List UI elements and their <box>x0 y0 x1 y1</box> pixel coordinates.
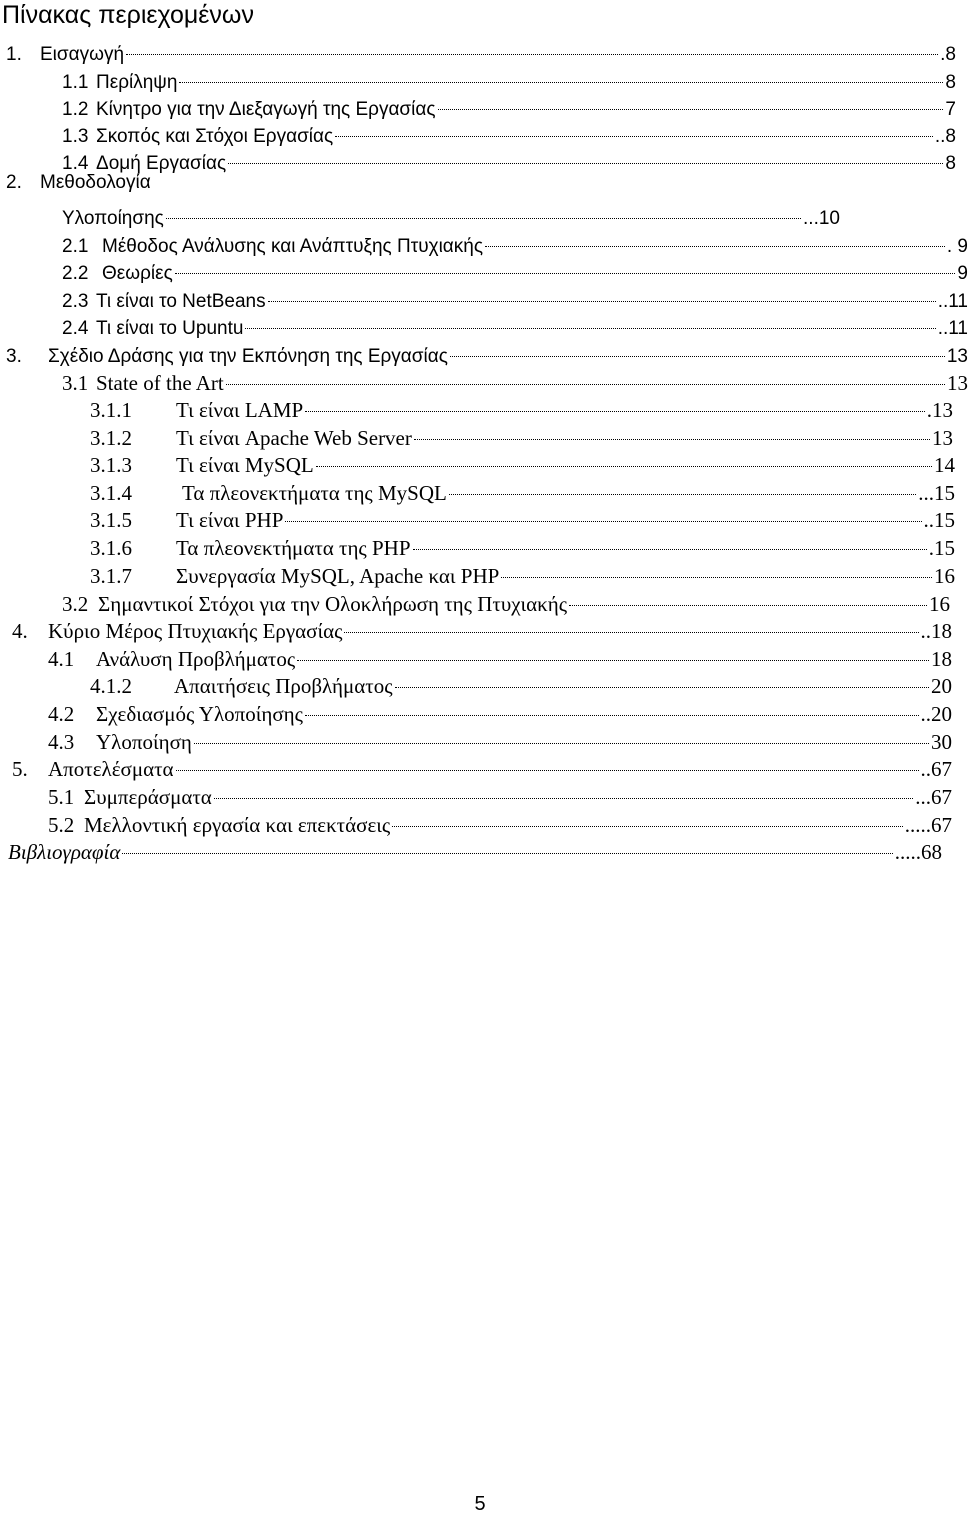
page-number: 5 <box>474 1493 486 1515</box>
dot-leader <box>268 281 936 307</box>
dot-leader <box>194 723 929 749</box>
toc-entry-number: 1.4 <box>62 153 89 174</box>
toc-entry-number: 4. <box>12 619 28 643</box>
dot-leader <box>214 778 913 804</box>
toc-entry-number: 1. <box>6 44 22 65</box>
toc-entry-page: 13 <box>947 371 968 395</box>
toc-entry[interactable] <box>90 557 955 588</box>
toc-entry-number: 5. <box>12 757 28 781</box>
toc-entry[interactable] <box>90 529 955 560</box>
toc-entry[interactable] <box>62 198 840 229</box>
dot-leader <box>305 391 925 417</box>
toc-entry-number: 3.1 <box>62 371 89 395</box>
dot-leader <box>449 474 916 500</box>
toc-entry-number: 3.1.7 <box>90 564 132 588</box>
toc-entry-label: Ανάλυση Προβλήματος <box>96 647 296 671</box>
toc-entry-page: ..11 <box>937 318 968 339</box>
dot-leader <box>414 419 930 445</box>
toc-entry-number: 3.1.3 <box>90 453 132 477</box>
toc-entry[interactable] <box>6 170 306 196</box>
toc-entry[interactable] <box>62 89 956 120</box>
toc-entry[interactable] <box>48 806 952 837</box>
toc-entry-label: Τι είναι LAMP <box>176 398 304 422</box>
toc-entry-page: ..8 <box>934 126 956 147</box>
dot-leader <box>285 501 921 527</box>
toc-entry-label: Κίνητρο για την Διεξαγωγή της Εργασίας <box>96 99 436 120</box>
toc-entry[interactable] <box>62 308 968 339</box>
toc-entry-label: Σχεδιασμός Υλοποίησης <box>96 702 303 726</box>
dot-leader <box>485 226 945 252</box>
toc-entry[interactable] <box>62 226 968 257</box>
page-title: Πίνακας περιεχομένων <box>2 1 254 29</box>
toc-entry-page: 16 <box>929 592 950 616</box>
toc-entry-page: .....68 <box>894 840 942 864</box>
toc-entry[interactable] <box>48 723 952 754</box>
toc-entry-number: 2. <box>6 172 22 193</box>
toc-entry-number: 4.3 <box>48 730 75 754</box>
toc-entry-number: 3.1.1 <box>90 398 132 422</box>
dot-leader <box>226 364 945 390</box>
dot-leader <box>228 143 943 169</box>
toc-entry-page: 9 <box>957 263 968 284</box>
toc-entry-page: .13 <box>926 398 953 422</box>
toc-entry-number: 2.3 <box>62 291 89 312</box>
dot-leader <box>179 62 943 88</box>
toc-entry-page: ..18 <box>920 619 952 643</box>
toc-entry-label: Αποτελέσματα <box>48 757 174 781</box>
toc-entry-label: Μελλοντική εργασία και επεκτάσεις <box>84 813 391 837</box>
dot-leader <box>569 585 927 611</box>
toc-entry[interactable] <box>12 612 952 643</box>
dot-leader <box>344 612 918 638</box>
toc-entry-label: Συνεργασία MySQL, Apache και PHP <box>176 564 500 588</box>
toc-entry-number: 1.1 <box>62 72 89 93</box>
toc-entry-label: State of the Art <box>96 371 224 395</box>
toc-entry-label: Τι είναι PHP <box>176 508 284 532</box>
toc-entry[interactable] <box>62 253 968 284</box>
dot-leader <box>438 89 944 115</box>
toc-entry-page: 18 <box>931 647 952 671</box>
dot-leader <box>316 446 932 472</box>
toc-entry-page: .8 <box>940 44 956 65</box>
toc-entry[interactable] <box>90 446 955 477</box>
toc-entry-page: .15 <box>928 536 955 560</box>
dot-leader <box>450 336 945 362</box>
toc-entry-number: 5.1 <box>48 785 75 809</box>
toc-entry-label: Τα πλεονεκτήματα της MySQL <box>182 481 447 505</box>
toc-entry-number: 2.2 <box>62 263 89 284</box>
dot-leader <box>501 557 932 583</box>
toc-entry-number: 3.1.4 <box>90 481 132 505</box>
toc-entry[interactable] <box>90 419 953 450</box>
toc-entry-number: 3. <box>6 346 22 367</box>
toc-entry[interactable] <box>90 501 955 532</box>
dot-leader <box>245 308 935 334</box>
dot-leader <box>175 253 956 279</box>
toc-entry-label: Τι είναι Apache Web Server <box>176 426 412 450</box>
toc-entry-page: ...15 <box>918 481 955 505</box>
toc-entry-number: 3.1.2 <box>90 426 132 450</box>
toc-entry[interactable] <box>48 640 952 671</box>
toc-entry-number: 5.2 <box>48 813 75 837</box>
dot-leader <box>122 833 892 859</box>
toc-entry-page: 14 <box>934 453 955 477</box>
toc-entry[interactable] <box>48 695 952 726</box>
toc-entry-label: Κύριο Μέρος Πτυχιακής Εργασίας <box>48 619 343 643</box>
toc-entry-number: 2.4 <box>62 318 89 339</box>
toc-entry-label: Μεθοδολογία <box>40 172 151 193</box>
toc-entry-page: ..15 <box>923 508 955 532</box>
toc-entry-page: 13 <box>932 426 953 450</box>
toc-entry[interactable] <box>6 34 956 65</box>
toc-entry-label: Σχέδιο Δράσης για την Εκπόνηση της Εργασίας <box>48 346 448 367</box>
toc-entry-label: Θεωρίες <box>102 263 173 284</box>
dot-leader <box>392 806 903 832</box>
dot-leader <box>297 640 929 666</box>
toc-entry-label: Τι είναι το Upuntu <box>96 318 244 339</box>
toc-entry-number: 4.1 <box>48 647 75 671</box>
toc-entry-page: 7 <box>945 99 956 120</box>
toc-entry-page: 13 <box>946 346 968 367</box>
toc-entry[interactable] <box>48 778 952 809</box>
toc-entry-label: Περίληψη <box>96 72 178 93</box>
toc-entry-label: Τι είναι MySQL <box>176 453 314 477</box>
toc-entry-label: Τα πλεονεκτήματα της PHP <box>176 536 411 560</box>
toc-entry-bibliography[interactable] <box>8 833 942 864</box>
toc-entry-label: Υλοποίηση <box>96 730 192 754</box>
toc-entry-page: .....67 <box>904 813 952 837</box>
toc-entry[interactable] <box>62 281 968 312</box>
toc-entry-page: ...67 <box>915 785 952 809</box>
toc-entry-page: 8 <box>945 153 956 174</box>
toc-entry-label: Απαιτήσεις Προβλήματος <box>174 674 393 698</box>
dot-leader <box>335 116 933 142</box>
toc-entry-label: Σημαντικοί Στόχοι για την Ολοκλήρωση της Πτυχιακής <box>98 592 568 616</box>
dot-leader <box>176 750 919 776</box>
toc-entry-number: 3.1.5 <box>90 508 132 532</box>
toc-entry-page: ..20 <box>920 702 952 726</box>
toc-entry-page: . 9 <box>946 236 968 257</box>
toc-entry-label: Υλοποίησης <box>62 208 164 229</box>
toc-entry-number: 2.1 <box>62 236 89 257</box>
toc-entry-number: 3.2 <box>62 592 89 616</box>
toc-entry-page: 16 <box>934 564 955 588</box>
dot-leader <box>395 667 929 693</box>
toc-entry-label: Σκοπός και Στόχοι Εργασίας <box>96 126 334 147</box>
toc-entry[interactable] <box>62 62 956 93</box>
toc-entry-label: Βιβλιογραφία <box>8 840 121 864</box>
toc-entry[interactable] <box>90 667 952 698</box>
toc-entry-page: 20 <box>931 674 952 698</box>
toc-entry[interactable] <box>62 116 956 147</box>
toc-entry[interactable] <box>62 364 968 395</box>
toc-entry-number: 3.1.6 <box>90 536 132 560</box>
toc-entry[interactable] <box>90 474 955 505</box>
toc-entry-page: ..11 <box>937 291 968 312</box>
toc-entry[interactable] <box>62 585 950 616</box>
toc-entry-label: Τι είναι το NetBeans <box>96 291 266 312</box>
dot-leader <box>126 34 938 60</box>
dot-leader <box>413 529 927 555</box>
toc-entry-number: 1.3 <box>62 126 89 147</box>
toc-entry-number: 4.2 <box>48 702 75 726</box>
toc-entry-page: 30 <box>931 730 952 754</box>
toc-entry-page: 8 <box>945 72 956 93</box>
toc-entry-number: 4.1.2 <box>90 674 132 698</box>
toc-entry[interactable] <box>90 391 953 422</box>
toc-entry-label: Μέθοδος Ανάλυσης και Ανάπτυξης Πτυχιακής <box>102 236 483 257</box>
toc-entry[interactable] <box>62 143 956 174</box>
toc-entry-page: ..67 <box>920 757 952 781</box>
toc-entry-label: Συμπεράσματα <box>84 785 212 809</box>
toc-entry[interactable] <box>12 750 952 781</box>
toc-entry-label: Εισαγωγή <box>40 44 125 65</box>
toc-entry-label: Δομή Εργασίας <box>96 153 227 174</box>
dot-leader <box>166 198 801 224</box>
toc-entry[interactable] <box>6 336 968 367</box>
toc-entry-number: 1.2 <box>62 99 89 120</box>
toc-entry-page: ...10 <box>803 208 840 229</box>
dot-leader <box>305 695 919 721</box>
